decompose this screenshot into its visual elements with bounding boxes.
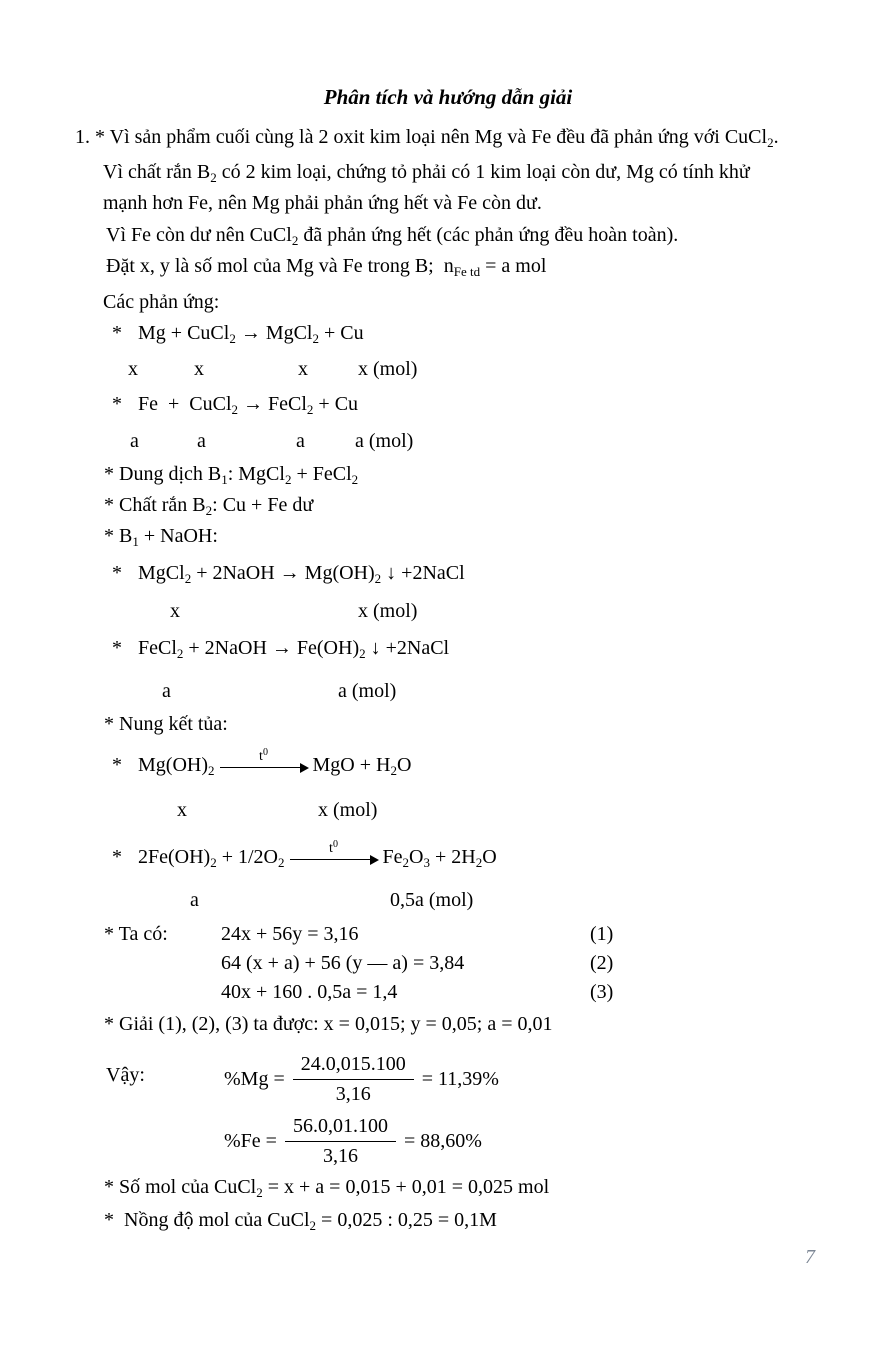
fraction-denominator: 3,16 [335, 1082, 371, 1105]
bullet-star: * [112, 846, 122, 868]
coefficient-row [0, 426, 896, 457]
percent-lhs: %Mg = [224, 1067, 285, 1090]
coefficient: a [190, 889, 199, 911]
reaction-formula: FeCl$_2$ + 2NaOH → $Fe(OH)_2$ ↓ +2NaCl [138, 637, 450, 661]
equation-number: (2) [590, 952, 614, 974]
coefficient-row [0, 795, 896, 826]
reaction-formula: $Mg(OH)_2$ [138, 754, 215, 778]
reaction-formula: $Fe_2O_3 + 2H_2O$ [382, 846, 497, 870]
solution-text-line: * Số mol của CuCl$_2$ = x + a = 0,015 + 0,01 = 0,025 mol [104, 1176, 550, 1200]
fraction-denominator: 3,16 [322, 1144, 358, 1167]
percent-lhs: %Fe = [224, 1129, 277, 1152]
reaction-equation [0, 747, 896, 781]
percent-equation [0, 1110, 896, 1172]
coefficient: x [298, 358, 308, 380]
percent-rhs: = 11,39% [421, 1067, 499, 1090]
reaction-equation [0, 318, 896, 349]
coefficient: x [194, 358, 204, 380]
arrow-head [300, 763, 309, 773]
solution-text-line: * Chất rắn $B_2$: Cu + Fe dư [104, 494, 314, 518]
solution-text-line: mạnh hơn Fe, nên Mg phải phản ứng hết và Fe còn dư. [103, 192, 542, 214]
coefficient-row [0, 596, 896, 627]
system-equation: 40x + 160 . 0,5a = 1,4 [221, 981, 398, 1003]
system-equation: 24x + 56y = 3,16 [221, 923, 359, 945]
reaction-arrow-icon [290, 839, 378, 868]
equation-number: (3) [590, 981, 614, 1003]
reaction-formula: MgCl$_2$ + 2NaOH → $Mg(OH)_2$ ↓ +2NaCl [138, 562, 465, 586]
percent-equation [0, 1048, 896, 1110]
coefficient-row [0, 885, 896, 916]
coefficient: a [130, 430, 139, 452]
equation-system-row [0, 920, 896, 949]
solution-text-line: * Nung kết tủa: [104, 713, 228, 735]
coefficient: 0,5a (mol) [390, 889, 474, 911]
coefficient: a [162, 680, 171, 702]
coefficient-row [0, 354, 896, 385]
reaction-formula: Fe + CuCl$_2$ → FeCl$_2$ + Cu [138, 393, 359, 417]
coefficient: x [128, 358, 138, 380]
page-number: 7 [805, 1246, 815, 1268]
reactions-heading: Các phản ứng: [103, 291, 220, 313]
conclusion-label: Vậy: [106, 1064, 145, 1086]
coefficient: a [197, 430, 206, 452]
system-label: * Ta có: [104, 923, 168, 945]
reaction-equation [0, 839, 896, 873]
coefficient: x (mol) [318, 799, 378, 821]
solution-text-line: Vì chất rắn $B_2$ có 2 kim loại, chứng tỏ phải có 1 kim loại còn dư, Mg có tính khử [103, 161, 750, 185]
arrow-shaft [290, 859, 376, 860]
bullet-star: * [112, 637, 122, 659]
solution-text-line: * $B_1$ + NaOH: [104, 525, 218, 549]
bullet-star: * [112, 322, 122, 344]
solution-text-line: * Nồng độ mol của CuCl$_2$ = 0,025 : 0,25 = 0,1M [104, 1209, 497, 1233]
reaction-formula: Mg + CuCl$_2$ → MgCl$_2$ + Cu [138, 322, 364, 346]
bullet-star: * [112, 393, 122, 415]
reaction-formula: $2Fe(OH)_2 + 1/2O_2$ [138, 846, 285, 870]
coefficient: a (mol) [338, 680, 397, 702]
coefficient: a [296, 430, 305, 452]
solution-text-line: * Giải (1), (2), (3) ta được: x = 0,015; y = 0,05; a = 0,01 [104, 1013, 553, 1035]
fraction [293, 1050, 414, 1109]
coefficient: x [177, 799, 187, 821]
equation-number: (1) [590, 923, 614, 945]
solution-text-line: Vì Fe còn dư nên CuCl$_2$ đã phản ứng hết (các phản ứng đều hoàn toàn). [106, 224, 679, 248]
bullet-star: * [112, 562, 122, 584]
fraction-numerator: 56.0,01.100 [285, 1112, 396, 1142]
solution-text-line: Đặt x, y là số mol của Mg và Fe trong B; $n_{Fe td} = a$ mol [106, 255, 547, 279]
percent-rhs: = 88,60% [403, 1129, 482, 1152]
arrow-condition-label: $t^0$ [329, 839, 338, 856]
fraction [285, 1112, 396, 1171]
bullet-star: * [112, 754, 122, 776]
reaction-equation [0, 633, 896, 664]
coefficient: x (mol) [358, 358, 418, 380]
coefficient: x [170, 600, 180, 622]
solution-text-line: * Dung dịch $B_1$: MgCl$_2$ + FeCl$_2$ [104, 463, 359, 487]
coefficient: a (mol) [355, 430, 414, 452]
system-equation: 64 (x + a) + 56 (y — a) = 3,84 [221, 952, 465, 974]
arrow-head [370, 855, 379, 865]
section-title: Phân tích và hướng dẫn giải [323, 85, 573, 109]
coefficient-row [0, 676, 896, 707]
arrow-condition-label: $t^0$ [259, 747, 268, 764]
solution-text-line: 1. * Vì sản phẩm cuối cùng là 2 oxit kim loại nên Mg và Fe đều đã phản ứng với CuCl$_2$. [75, 126, 779, 150]
reaction-arrow-icon [220, 747, 308, 776]
equation-system-row [0, 949, 896, 978]
equation-system-row [0, 978, 896, 1007]
reaction-formula: MgO + $H_2O$ [312, 754, 412, 778]
coefficient: x (mol) [358, 600, 418, 622]
reaction-equation [0, 558, 896, 589]
fraction-numerator: 24.0,015.100 [293, 1050, 414, 1080]
arrow-shaft [220, 767, 306, 768]
reaction-equation [0, 389, 896, 420]
